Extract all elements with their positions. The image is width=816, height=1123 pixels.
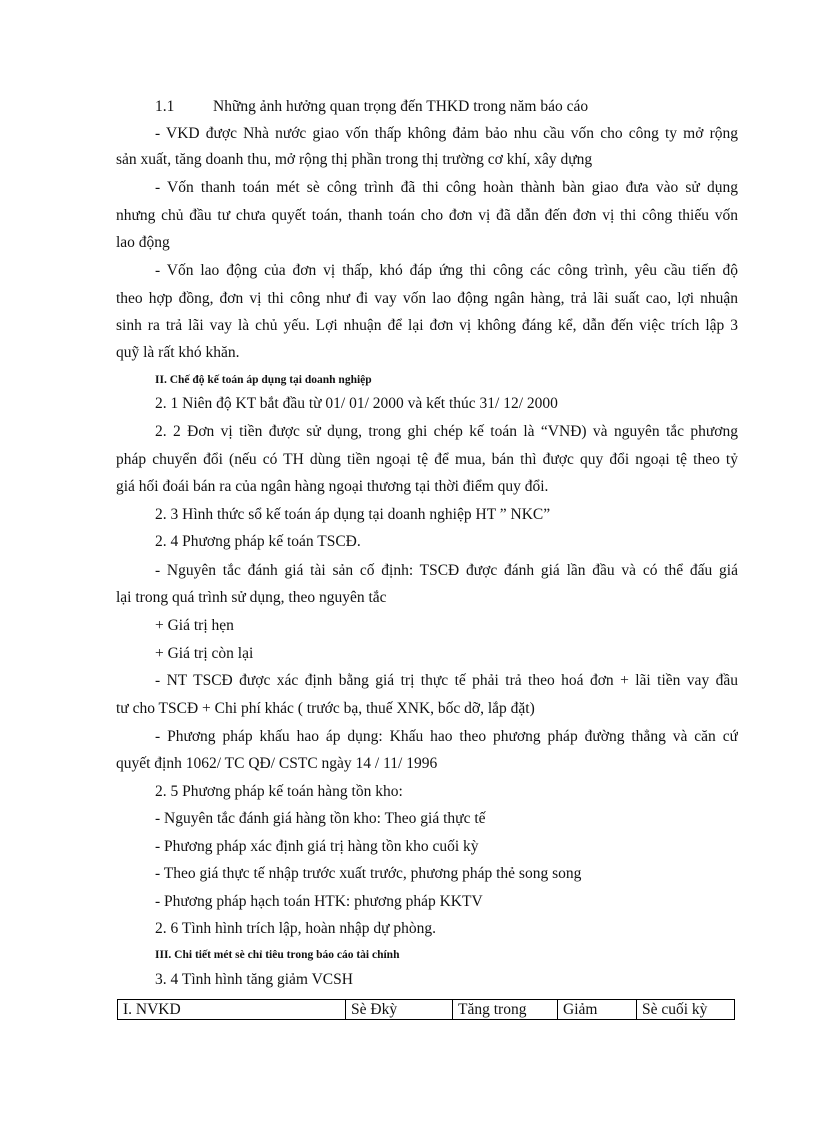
item-2-4-b-line: tư cho TSCĐ + Chi phí khác ( trước bạ, thuế XNK, bốc dỡ, lắp đặt) [116, 700, 535, 717]
item-3-4: 3. 4 Tình hình tăng giảm VCSH [155, 971, 353, 988]
paragraph-line: sinh ra trả lãi vay là chủ yếu. Lợi nhuận để lại đơn vị không đáng kể, dẫn đến việc trích lập 3 [116, 317, 738, 334]
table-header-row [118, 1000, 735, 1020]
paragraph-line: nhưng chủ đầu tư chưa quyết toán, thanh toán cho đơn vị đã dẫn đến đơn vị thi công thiếu vốn [116, 207, 738, 224]
item-2-4-b-line: - NT TSCĐ được xác định bằng giá trị thực tế phải trả theo hoá đơn + lãi tiền vay đầu [155, 672, 738, 689]
item-2-4-a-line: lại trong quá trình sử dụng, theo nguyên tắc [116, 589, 387, 606]
table-header-cell: Tăng trong [453, 1000, 558, 1020]
section-2-heading: II. Chế độ kế toán áp dụng tại doanh nghiệp [155, 374, 372, 386]
section-3-heading: III. Chi tiết mét sè chỉ tiêu trong báo cáo tài chính [155, 949, 400, 961]
item-2-2-line: giá hối đoái bán ra của ngân hàng ngoại thương tại thời điểm quy đổi. [116, 478, 549, 495]
item-2-3: 2. 3 Hình thức sổ kế toán áp dụng tại doanh nghiệp HT ” NKC” [155, 506, 551, 523]
table-header-cell: Sè cuối kỳ [637, 1000, 735, 1020]
item-2-4-a-line: - Nguyên tắc đánh giá tài sản cố định: TSCĐ được đánh giá lần đầu và có thể đấu giá [155, 562, 738, 579]
paragraph-line: - Vốn thanh toán mét sè công trình đã thi công hoàn thành bàn giao đưa vào sử dụng [155, 179, 738, 196]
item-2-6: 2. 6 Tình hình trích lập, hoàn nhập dự phòng. [155, 920, 437, 937]
item-2-2-line: 2. 2 Đơn vị tiền được sử dụng, trong ghi chép kế toán là “VNĐ) và nguyên tắc phương [155, 423, 738, 440]
item-2-5-c: - Theo giá thực tế nhập trước xuất trước, phương pháp thẻ song song [155, 865, 582, 882]
table-header-cell: Sè Đkỳ [346, 1000, 453, 1020]
paragraph-line: lao động [116, 234, 170, 251]
paragraph-line: - Vốn lao động của đơn vị thấp, khó đáp ứng thi công các công trình, yêu cầu tiến độ [155, 262, 738, 279]
section-number: 1.1 [155, 98, 175, 115]
paragraph-line: sản xuất, tăng doanh thu, mở rộng thị phần trong thị trường cơ khí, xây dựng [116, 151, 593, 168]
item-2-4-c-line: quyết định 1062/ TC QĐ/ CSTC ngày 14 / 11/ 1996 [116, 755, 438, 772]
item-2-4-c-line: - Phương pháp khấu hao áp dụng: Khấu hao theo phương pháp đường thẳng và căn cứ [155, 728, 738, 745]
paragraph-line: - VKD được Nhà nước giao vốn thấp không đảm bảo nhu cầu vốn cho công ty mở rộng [155, 125, 738, 142]
item-2-2-line: pháp chuyển đổi (nếu có TH dùng tiền ngoại tệ để mua, bán thì được quy đổi ngoại tệ theo tỷ [116, 451, 738, 468]
plus-item: + Giá trị còn lại [155, 645, 254, 662]
vcsh-table [117, 999, 735, 1020]
table-header-cell: I. NVKD [118, 1000, 346, 1020]
section-title: Những ảnh hưởng quan trọng đến THKD trong năm báo cáo [213, 98, 589, 115]
item-2-4: 2. 4 Phương pháp kế toán TSCĐ. [155, 533, 361, 550]
item-2-5-a: - Nguyên tắc đánh giá hàng tồn kho: Theo giá thực tế [155, 810, 486, 827]
item-2-1: 2. 1 Niên độ KT bắt đầu từ 01/ 01/ 2000 và kết thúc 31/ 12/ 2000 [155, 395, 558, 412]
paragraph-line: quỹ là rất khó khăn. [116, 344, 240, 361]
item-2-5-d: - Phương pháp hạch toán HTK: phương pháp KKTV [155, 893, 483, 910]
section-1-1-title [155, 97, 738, 117]
table-header-cell: Giảm [558, 1000, 637, 1020]
item-2-5-b: - Phương pháp xác định giá trị hàng tồn kho cuối kỳ [155, 838, 479, 855]
plus-item: + Giá trị hẹn [155, 617, 234, 634]
item-2-5: 2. 5 Phương pháp kế toán hàng tồn kho: [155, 783, 403, 800]
paragraph-line: theo hợp đồng, đơn vị thi công như đi vay vốn lao động ngân hàng, trả lãi suất cao, lợi nhuận [116, 290, 738, 307]
